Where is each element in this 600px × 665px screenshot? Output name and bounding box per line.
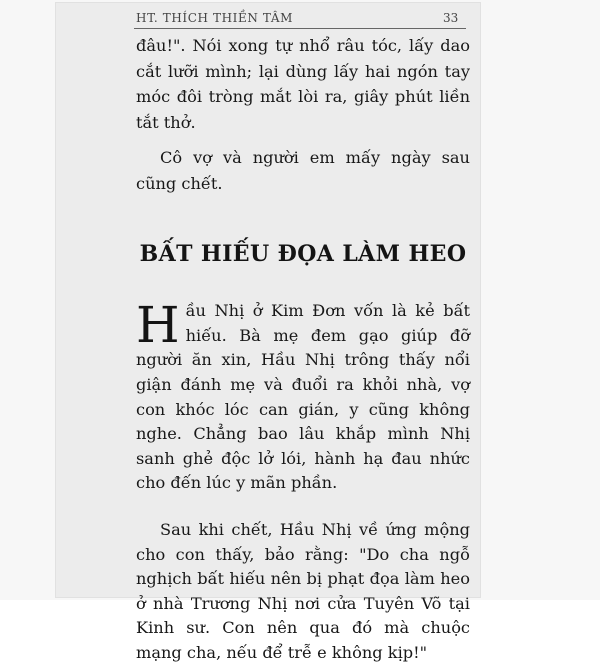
story-paragraph-1 xyxy=(136,296,470,496)
page-body xyxy=(136,33,470,665)
running-header xyxy=(56,3,480,29)
section-title: BẤT HIẾU ĐỌA LÀM HEO xyxy=(139,240,467,267)
book-page xyxy=(56,3,480,662)
paragraph: Cô vợ và người em mấy ngày sau cũng chết. xyxy=(136,148,470,193)
page-number: 33 xyxy=(443,11,459,25)
header-author: HT. THÍCH THIỀN TÂM xyxy=(136,11,293,25)
drop-cap: H xyxy=(136,296,180,355)
story-paragraph-1-text: ầu Nhị ở Kim Đơn vốn là kẻ bất hiếu. Bà mẹ đem gạo giúp đỡ người ăn xin, Hầu Nhị trông thấy nổi giận đánh mẹ và đuổi ra khỏi nhà, vợ con khóc lóc can gián, y cũng không nghe. Chẳng bao lâu khắp mình Nhị sanh ghẻ độc lở lói, hành hạ đau nhức cho đến lúc y mãn phần. xyxy=(136,301,470,493)
paragraph-continued: đâu!". Nói xong tự nhổ râu tóc, lấy dao cắt lưỡi mình; lại dùng lấy hai ngón tay móc đôi tròng mắt lòi ra, giây phút liền tắt thở. xyxy=(136,36,470,132)
header-divider xyxy=(134,28,466,29)
story-paragraph-2: Sau khi chết, Hầu Nhị về ứng mộng cho con thấy, bảo rằng: "Do cha ngỗ nghịch bất hiếu nên bị phạt đọa làm heo ở nhà Trương Nhị nơi cửa Tuyên Võ tại Kinh sư. Con nên qua đó mà chuộc mạng cha, nếu để trễ e không kịp!" xyxy=(136,519,470,662)
